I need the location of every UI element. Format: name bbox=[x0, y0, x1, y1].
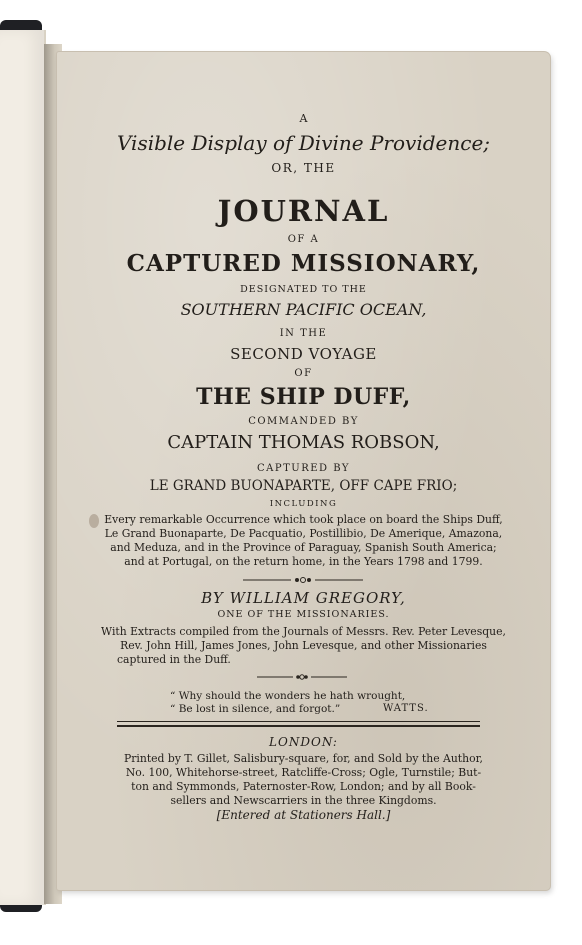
description-line: Every remarkable Occurrence which took place on board the Ships Duff, bbox=[104, 513, 503, 526]
title-ship-duff: THE SHIP DUFF, bbox=[196, 384, 411, 410]
description-line: Le Grand Buonaparte, De Pacquatio, Postillibio, De Amerique, Amazona, bbox=[104, 527, 503, 540]
ornament-rule bbox=[243, 576, 363, 584]
title-captured-missionary: CAPTURED MISSIONARY, bbox=[126, 250, 481, 277]
title-le-grand: LE GRAND BUONAPARTE, OFF CAPE FRIO; bbox=[149, 478, 458, 494]
extracts-line: With Extracts compiled from the Journals of Messrs. Rev. Peter Levesque, bbox=[101, 625, 506, 638]
title-journal: JOURNAL bbox=[217, 194, 390, 228]
title-designated: DESIGNATED TO THE bbox=[240, 284, 367, 295]
epigraph-author: WATTS. bbox=[383, 703, 429, 714]
title-captured-by: CAPTURED BY bbox=[257, 463, 350, 474]
extracts-line: captured in the Duff. bbox=[117, 653, 231, 666]
title-second-voyage: SECOND VOYAGE bbox=[230, 345, 377, 363]
epigraph-line: “ Be lost in silence, and forgot.” bbox=[170, 703, 341, 715]
description-line: and Meduza, and in the Province of Paraguay, Spanish South America; bbox=[110, 541, 497, 554]
title-including: INCLUDING bbox=[269, 499, 338, 509]
author-line: BY WILLIAM GREGORY, bbox=[201, 589, 406, 607]
title-commanded-by: COMMANDED BY bbox=[248, 416, 359, 427]
stationers-hall-entry: [Entered at Stationers Hall.] bbox=[216, 808, 391, 822]
title-southern-pacific: SOUTHERN PACIFIC OCEAN, bbox=[180, 300, 427, 319]
title-article: A bbox=[299, 112, 308, 125]
double-rule-thin bbox=[117, 721, 480, 722]
title-of-a: OF A bbox=[287, 234, 320, 245]
title-captain: CAPTAIN THOMAS ROBSON, bbox=[167, 432, 440, 453]
title-line-visible-display: Visible Display of Divine Providence; bbox=[116, 131, 491, 155]
epigraph-line: “ Why should the wonders he hath wrought, bbox=[170, 690, 406, 702]
title-page bbox=[57, 52, 550, 890]
title-in-the: IN THE bbox=[279, 328, 328, 339]
imprint-place: LONDON: bbox=[269, 735, 338, 749]
ornament-rule-small bbox=[257, 673, 347, 681]
imprint-line: sellers and Newscarriers in the three Kingdoms. bbox=[170, 794, 437, 807]
title-of: OF bbox=[294, 368, 313, 379]
imprint-line: No. 100, Whitehorse-street, Ratcliffe-Cross; Ogle, Turnstile; But- bbox=[125, 766, 482, 779]
title-or-the: OR, THE bbox=[271, 161, 336, 175]
imprint-line: Printed by T. Gillet, Salisbury-square, for, and Sold by the Author, bbox=[124, 752, 483, 765]
foxing-spot bbox=[89, 514, 99, 528]
author-role: ONE OF THE MISSIONARIES. bbox=[217, 609, 390, 620]
extracts-line: Rev. John Hill, James Jones, John Levesque, and other Missionaries bbox=[120, 639, 487, 652]
imprint-line: ton and Symmonds, Paternoster-Row, London; and by all Book- bbox=[131, 780, 476, 793]
double-rule-thick bbox=[117, 725, 480, 727]
description-line: and at Portugal, on the return home, in the Years 1798 and 1799. bbox=[124, 555, 483, 568]
book-board bbox=[0, 30, 46, 905]
